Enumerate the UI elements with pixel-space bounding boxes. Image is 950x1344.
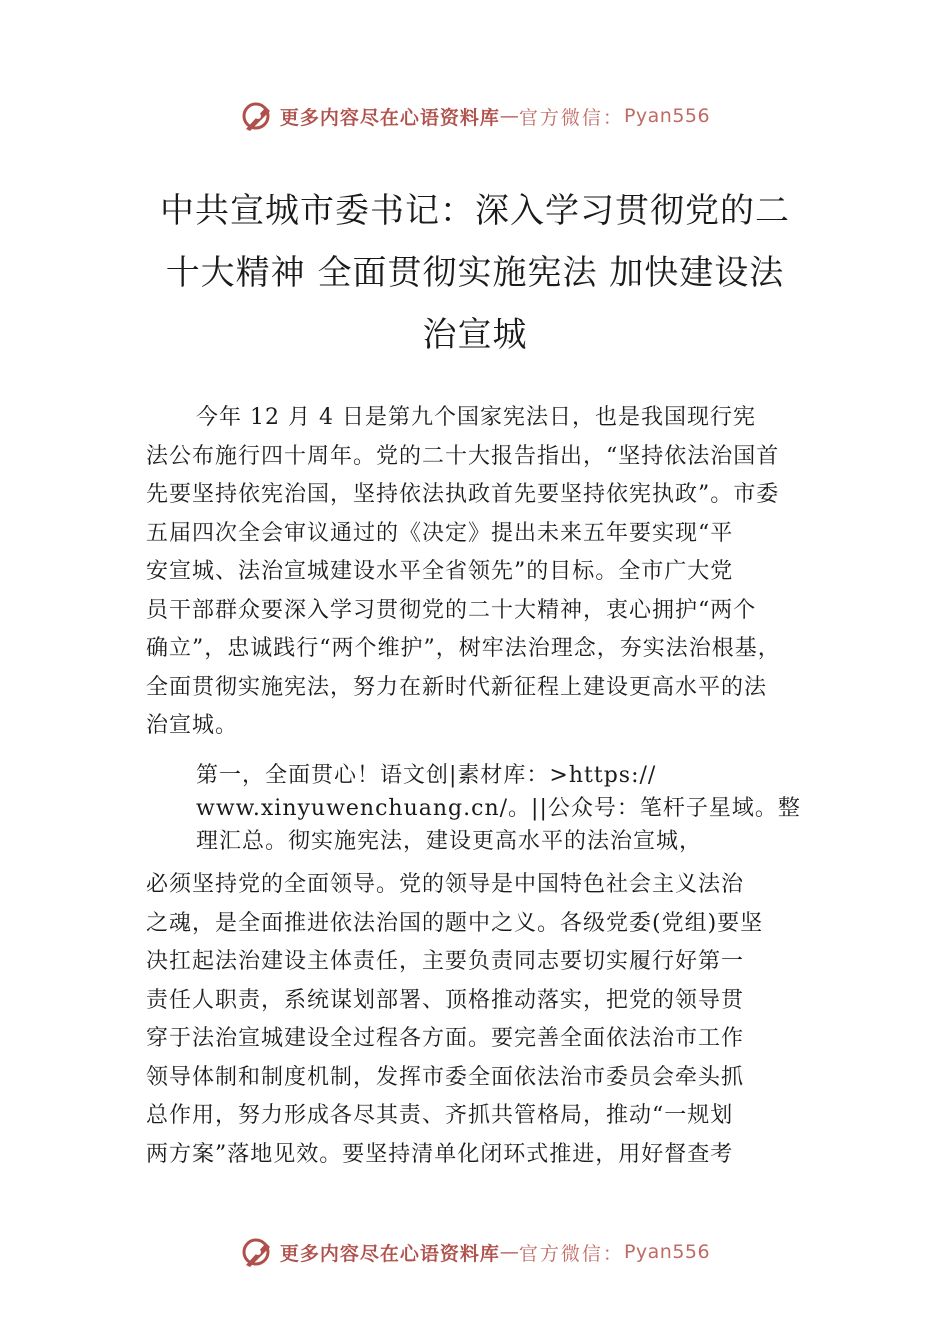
paragraph-body [146,866,816,1174]
text-line: 理汇总。彻实施宪法，建设更高水平的法治宣城， [196,829,703,854]
header-brand: 更多内容尽在心语资料库 [279,106,500,129]
text-line: 之魂，是全面推进依法治国的题中之义。各级党委(党组)要坚 [146,910,764,936]
title-line: 中共宣城市委书记：深入学习贯彻党的二 [160,191,790,231]
text-line: 全面贯彻实施宪法，努力在新时代新征程上建设更高水平的法 [146,674,768,700]
header-wechat-id: Pyan556 [623,105,711,127]
text-line: 治宣城。 [146,713,239,738]
title-line: 治宣城 [422,315,528,355]
text-line: www.xinyuwenchuang.cn/。||公众号：笔杆子星域。整 [196,796,801,821]
text-line: 五届四次全会审议通过的《决定》提出未来五年要实现“平 [146,520,734,546]
paragraph-first-point [196,759,816,858]
text-line: 穿于法治宣城建设全过程各方面。要完善全面依法治市工作 [146,1026,745,1051]
text-line: 今年 12 月 4 日是第九个国家宪法日，也是我国现行宪 [196,405,756,430]
footer-wechat-id: Pyan556 [623,1241,711,1263]
text-line: 先要坚持依宪治国，坚持依法执政首先要坚持依宪执政”。市委 [146,482,780,507]
text-line: 员干部群众要深入学习贯彻党的二十大精神，衷心拥护“两个 [146,597,757,623]
footer-brand: 更多内容尽在心语资料库 [279,1242,500,1265]
text-line: 安宣城、法治宣城建设水平全省领先”的目标。全市广大党 [146,559,734,584]
text-line: 第一，全面贯心！语文创|素材库：>https:// [196,763,657,788]
title-line: 十大精神 全面贯彻实施宪法 加快建设法 [165,253,785,293]
footer-separator: — [499,1241,519,1263]
text-line: 必须坚持党的全面领导。党的领导是中国特色社会主义法治 [146,872,745,897]
header-banner [0,96,950,136]
text-line: 领导体制和制度机制，发挥市委全面依法治市委员会牵头抓 [146,1064,745,1090]
text-line: 确立”，忠诚践行“两个维护”，树牢法治理念，夯实法治根基， [146,636,781,661]
paragraph-intro [146,399,816,746]
footer-banner [0,1232,950,1272]
text-line: 责任人职责，系统谋划部署、顶格推动落实，把党的领导贯 [146,987,745,1013]
header-wechat-label: 官方微信： [518,106,624,129]
document-title [140,180,810,366]
pen-logo-icon [240,1235,274,1269]
header-separator: — [499,105,519,127]
text-line: 法公布施行四十周年。党的二十大报告指出，“坚持依法治国首 [146,443,780,469]
text-line: 决扛起法治建设主体责任，主要负责同志要切实履行好第一 [146,949,745,974]
text-line: 两方案”落地见效。要坚持清单化闭环式推进，用好督查考 [146,1141,734,1167]
pen-logo-icon [240,99,274,133]
text-line: 总作用，努力形成各尽其责、齐抓共管格局，推动“一规划 [146,1103,734,1128]
footer-wechat-label: 官方微信： [518,1242,624,1265]
